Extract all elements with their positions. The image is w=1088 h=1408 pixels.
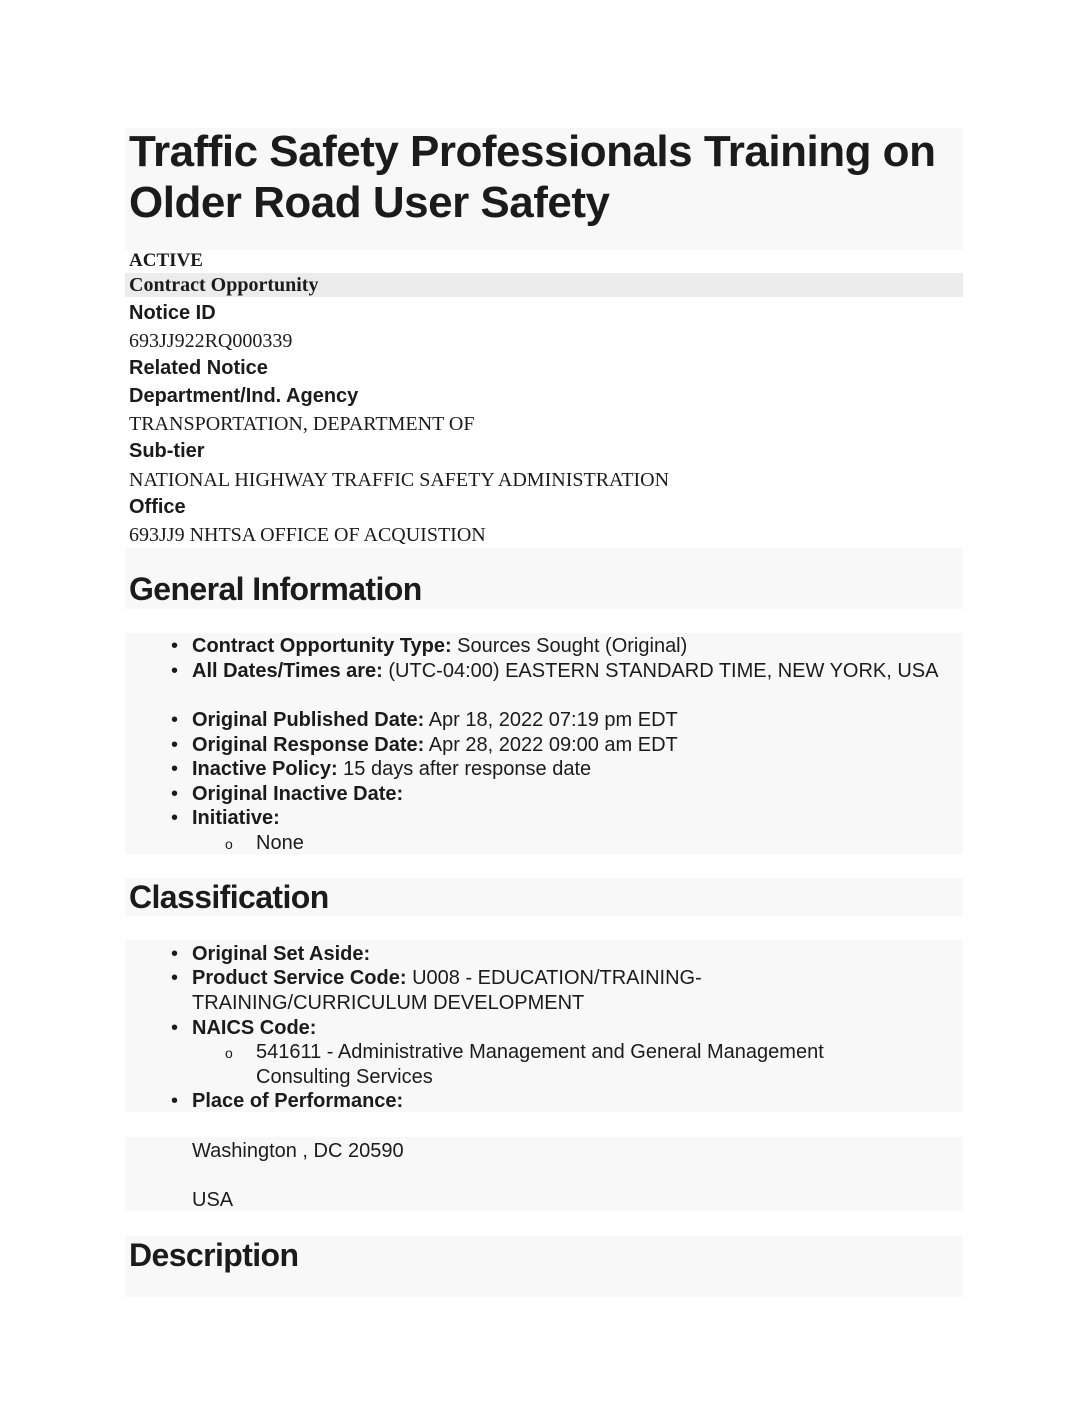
bullet-icon: •: [171, 758, 179, 780]
related-notice-label: Related Notice: [129, 357, 268, 379]
naics-sub-item: 541611 - Administrative Management and General Management Consulting Services: [256, 1041, 824, 1088]
department-label: Department/Ind. Agency: [129, 385, 359, 407]
bullet-icon: •: [171, 1017, 179, 1039]
list-item: Original Published Date: Apr 18, 2022 07:19 pm EDT: [192, 709, 678, 731]
place-city: Washington , DC 20590: [192, 1140, 404, 1162]
notice-type: Contract Opportunity: [129, 274, 319, 296]
circle-bullet-icon: o: [225, 1045, 233, 1061]
notice-id-label: Notice ID: [129, 302, 216, 324]
status-badge: ACTIVE: [129, 250, 203, 271]
list-item: Initiative:: [192, 807, 280, 829]
bullet-icon: •: [171, 709, 179, 731]
office-label: Office: [129, 496, 186, 518]
list-item: Original Inactive Date:: [192, 783, 404, 805]
page-title: Traffic Safety Professionals Training on Older Road User Safety: [129, 127, 936, 227]
subtier-label: Sub-tier: [129, 440, 205, 462]
bullet-icon: •: [171, 943, 179, 965]
list-item: Contract Opportunity Type: Sources Sought (Original): [192, 635, 688, 657]
bullet-icon: •: [171, 783, 179, 805]
description-heading: Description: [129, 1237, 299, 1273]
office-value: 693JJ9 NHTSA OFFICE OF ACQUISTION: [129, 524, 486, 546]
list-item: Original Response Date: Apr 28, 2022 09:00 am EDT: [192, 734, 678, 756]
place-country: USA: [192, 1189, 234, 1211]
bullet-icon: •: [171, 1090, 179, 1112]
bullet-icon: •: [171, 967, 179, 989]
department-value: TRANSPORTATION, DEPARTMENT OF: [129, 413, 475, 435]
list-item: Inactive Policy: 15 days after response date: [192, 758, 592, 780]
bullet-icon: •: [171, 807, 179, 829]
bullet-icon: •: [171, 635, 179, 657]
subtier-value: NATIONAL HIGHWAY TRAFFIC SAFETY ADMINISTRATION: [129, 469, 670, 491]
classification-heading: Classification: [129, 879, 329, 915]
list-item: Place of Performance:: [192, 1090, 404, 1112]
list-item: Original Set Aside:: [192, 943, 371, 965]
list-item: NAICS Code:: [192, 1017, 317, 1039]
general-information-heading: General Information: [129, 571, 422, 607]
list-item: All Dates/Times are: (UTC-04:00) EASTERN STANDARD TIME, NEW YORK, USA: [192, 660, 939, 682]
initiative-sub-item: None: [256, 832, 304, 854]
bullet-icon: •: [171, 660, 179, 682]
list-item: Product Service Code: U008 - EDUCATION/TRAINING- TRAINING/CURRICULUM DEVELOPMENT: [192, 967, 702, 1014]
notice-id-value: 693JJ922RQ000339: [129, 330, 293, 352]
circle-bullet-icon: o: [225, 836, 233, 852]
bullet-icon: •: [171, 734, 179, 756]
